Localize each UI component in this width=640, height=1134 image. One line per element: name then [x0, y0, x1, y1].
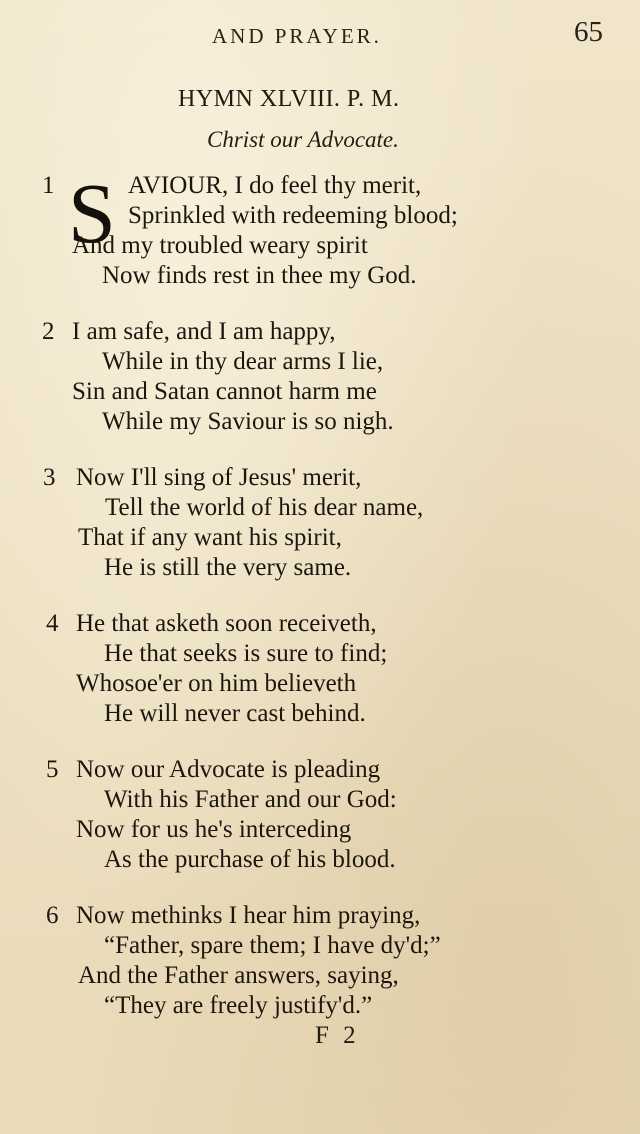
verse-line: With his Father and our God:: [104, 786, 397, 813]
stanza-number: 5: [46, 756, 59, 783]
verse-line: Tell the world of his dear name,: [105, 494, 424, 521]
stanza-number: 3: [43, 464, 56, 491]
verse-line: He that asketh soon receiveth,: [76, 610, 377, 637]
running-head: AND PRAYER.: [212, 24, 382, 48]
verse-line: Now our Advocate is pleading: [76, 756, 381, 783]
verse-line: While in thy dear arms I lie,: [102, 348, 384, 375]
stanza-number: 6: [46, 902, 59, 929]
verse-line: I am safe, and I am happy,: [72, 318, 336, 345]
verse-line: AVIOUR, I do feel thy merit,: [128, 172, 422, 199]
verse-line: Now methinks I hear him praying,: [76, 902, 421, 929]
verse-line: And the Father answers, saying,: [78, 962, 399, 989]
verse-line: Sin and Satan cannot harm me: [72, 378, 377, 405]
verse-line: Now for us he's interceding: [76, 816, 352, 843]
verse-line: As the purchase of his blood.: [104, 846, 396, 873]
verse-line: He will never cast behind.: [104, 700, 366, 727]
verse-line: “They are freely justify'd.”: [104, 992, 373, 1019]
verse-line: “Father, spare them; I have dy'd;”: [104, 932, 441, 959]
verse-line: Now finds rest in thee my God.: [102, 262, 417, 289]
verse-line: Now I'll sing of Jesus' merit,: [76, 464, 362, 491]
verse-line: He that seeks is sure to find;: [104, 640, 388, 667]
hymn-subtitle: Christ our Advocate.: [207, 127, 399, 152]
verse-line: Sprinkled with redeeming blood;: [128, 202, 458, 229]
stanza-number: 1: [42, 172, 55, 199]
printer-signature-mark: F 2: [315, 1022, 360, 1049]
verse-line: And my troubled weary spirit: [72, 232, 368, 259]
hymn-title: HYMN XLVIII. P. M.: [178, 86, 400, 112]
stanza-number: 4: [46, 610, 59, 637]
verse-line: Whosoe'er on him believeth: [76, 670, 357, 697]
verse-line: He is still the very same.: [104, 554, 352, 581]
drop-cap: S: [68, 165, 116, 261]
page-number: 65: [574, 16, 603, 48]
verse-line: That if any want his spirit,: [78, 524, 342, 551]
stanza-number: 2: [42, 318, 55, 345]
verse-line: While my Saviour is so nigh.: [102, 408, 394, 435]
